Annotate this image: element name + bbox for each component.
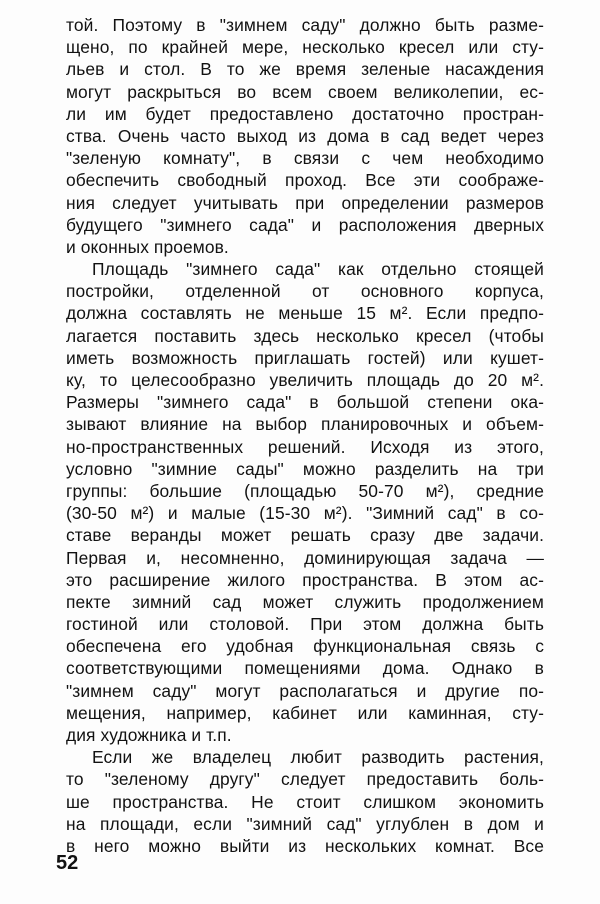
text-line: ку, то целесообразно увеличить площадь до 20 м². xyxy=(66,370,544,390)
text-line: льев и стол. В то же время зеленые насаждения xyxy=(66,59,544,80)
text-line: группы: большие (площадью 50-70 м²), средние xyxy=(66,480,544,501)
text-line: то "зеленому другу" следует предоставить боль- xyxy=(66,769,544,790)
text-line: это расширение жилого пространства. В этом ас- xyxy=(66,569,544,590)
text-line: Первая и, несомненно, доминирующая задача — xyxy=(66,547,544,568)
text-line: должна составлять не меньше 15 м². Если предпо- xyxy=(66,303,544,324)
text-line: лагается поставить здесь несколько кресел (чтобы xyxy=(66,325,544,346)
text-line: щено, по крайней мере, несколько кресел или сту- xyxy=(66,37,544,58)
text-line: Размеры "зимнего сада" в большой степени ока- xyxy=(66,392,544,413)
text-line: мещения, например, кабинет или каминная, сту- xyxy=(66,702,544,723)
text-line: гостиной или столовой. При этом должна быть xyxy=(66,614,544,635)
text-line: и оконных проемов. xyxy=(66,236,229,257)
text-line: ше пространства. Не стоит слишком экономить xyxy=(66,791,544,812)
text-line: на площади, если "зимний сад" углублен в дом и xyxy=(66,813,544,834)
text-line: (30-50 м²) и малые (15-30 м²). "Зимний сад" в со- xyxy=(66,503,544,524)
text-line: дия художника и т.п. xyxy=(66,725,232,745)
text-line: условно "зимние сады" можно разделить на три xyxy=(66,458,544,479)
body-text xyxy=(66,14,544,857)
text-line: могут раскрыться во всем своем великолепии, ес- xyxy=(66,81,544,102)
paragraph-first-line: Площадь "зимнего сада" как отдельно стоящей xyxy=(92,259,544,280)
text-line: той. Поэтому в "зимнем саду" должно быть разме- xyxy=(66,15,544,35)
text-line: но-пространственных решений. Исходя из этого, xyxy=(66,436,544,457)
text-line: ния следует учитывать при определении размеров xyxy=(66,192,544,213)
text-line: будущего "зимнего сада" и расположения дверных xyxy=(66,214,544,235)
text-line: "зимнем саду" могут располагаться и другие по- xyxy=(66,680,544,701)
paragraph-first-line: Если же владелец любит разводить растения, xyxy=(92,747,544,768)
text-line: ства. Очень часто выход из дома в сад ведет через xyxy=(66,125,544,146)
text-line: соответствующими помещениями дома. Однако в xyxy=(66,658,544,679)
text-line: обеспечена его удобная функциональная связь с xyxy=(66,636,544,657)
text-line: обеспечить свободный проход. Все эти соображе- xyxy=(66,170,544,191)
text-line: "зеленую комнату", в связи с чем необходимо xyxy=(66,148,544,169)
text-line: постройки, отделенной от основного корпуса, xyxy=(66,281,544,302)
text-line: ставе веранды может решать сразу две задачи. xyxy=(66,525,544,546)
page-number: 52 xyxy=(56,852,79,874)
text-line: иметь возможность приглашать гостей) или кушет- xyxy=(66,347,544,368)
text-line: зывают влияние на выбор планировочных и объем- xyxy=(66,414,544,435)
text-line: пекте зимний сад может служить продолжением xyxy=(66,591,544,612)
text-line: ли им будет предоставлено достаточно простран- xyxy=(66,103,544,124)
text-line: в него можно выйти из нескольких комнат. Все xyxy=(66,835,544,856)
